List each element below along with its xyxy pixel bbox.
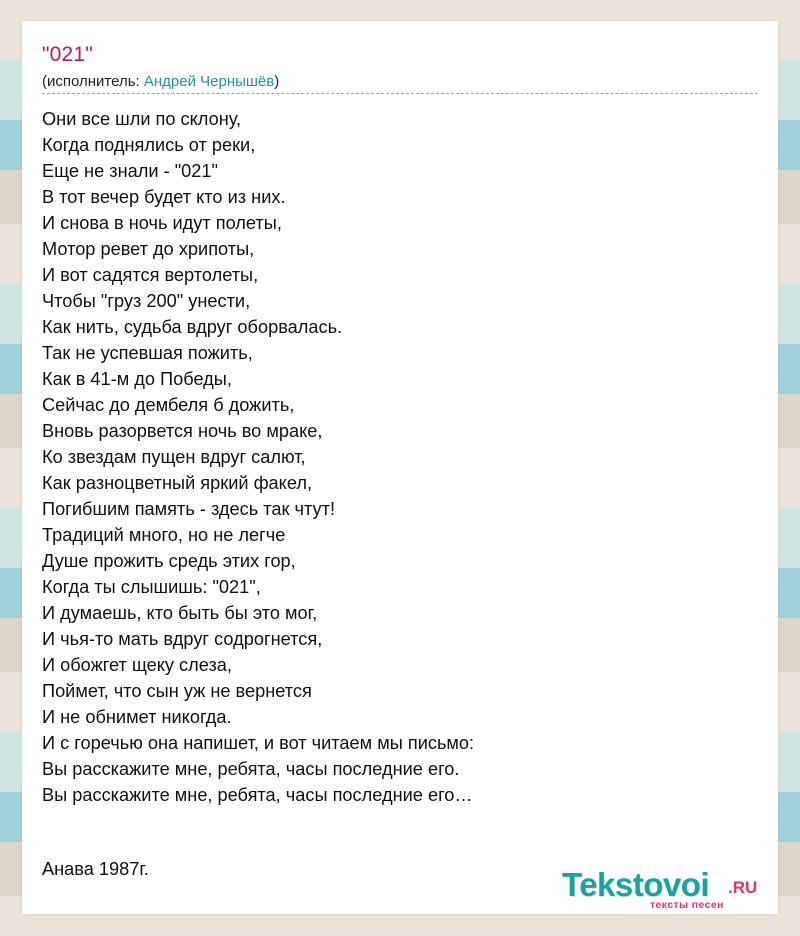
lyric-line: Вы расскажите мне, ребята, часы последние его. [42,759,460,779]
title-divider [42,93,758,94]
song-title: "021" [42,43,93,66]
performer-prefix: (исполнитель: [42,73,144,90]
lyrics-body [42,106,762,808]
lyric-line: Они все шли по склону, [42,109,242,129]
lyric-line: Погибшим память - здесь так чтут! [42,499,336,519]
lyric-line: Вы расскажите мне, ребята, часы последние его… [42,785,473,805]
lyric-line: Как нить, судьба вдруг оборвалась. [42,317,343,337]
logo-tagline: тексты песен [650,899,724,911]
lyric-line: Традиций много, но не легче [42,525,286,545]
lyric-line: И не обнимет никогда. [42,707,232,727]
site-logo[interactable] [562,866,768,910]
lyric-line: Еще не знали - "021" [42,161,218,181]
lyric-line: Когда поднялись от реки, [42,135,256,155]
lyric-line: Вновь разорвется ночь во мраке, [42,421,323,441]
performer-link[interactable]: Андрей Чернышёв [143,73,275,90]
lyric-line: Душе прожить средь этих гор, [42,551,296,571]
author-note: Анава 1987г. [42,859,149,879]
lyric-line: Поймет, что сын уж не вернется [42,681,312,701]
lyric-line: И с горечью она напишет, и вот читаем мы письмо: [42,733,475,753]
performer-line [42,73,279,90]
lyric-line: Чтобы "груз 200" унести, [42,291,251,311]
lyric-line: В тот вечер будет кто из них. [42,187,286,207]
lyric-line: Так не успевшая пожить, [42,343,253,363]
lyric-line: Когда ты слышишь: "021", [42,577,261,597]
lyric-line: И чья-то мать вдруг содрогнется, [42,629,323,649]
lyric-line: Мотор ревет до хрипоты, [42,239,255,259]
performer-suffix: ) [274,73,280,90]
logo-domain: .RU [728,878,758,897]
logo-wordmark: Tekstovoi [562,866,710,903]
lyric-line: И думаешь, кто быть бы это мог, [42,603,318,623]
lyrics-card [22,21,778,914]
lyric-line: И обожгет щеку слеза, [42,655,232,675]
lyric-line: Как в 41-м до Победы, [42,369,232,389]
lyric-line: И вот садятся вертолеты, [42,265,259,285]
lyric-line: Как разноцветный яркий факел, [42,473,312,493]
lyric-line: Ко звездам пущен вдруг салют, [42,447,306,467]
lyric-line: И снова в ночь идут полеты, [42,213,282,233]
lyric-line: Сейчас до дембеля б дожить, [42,395,295,415]
